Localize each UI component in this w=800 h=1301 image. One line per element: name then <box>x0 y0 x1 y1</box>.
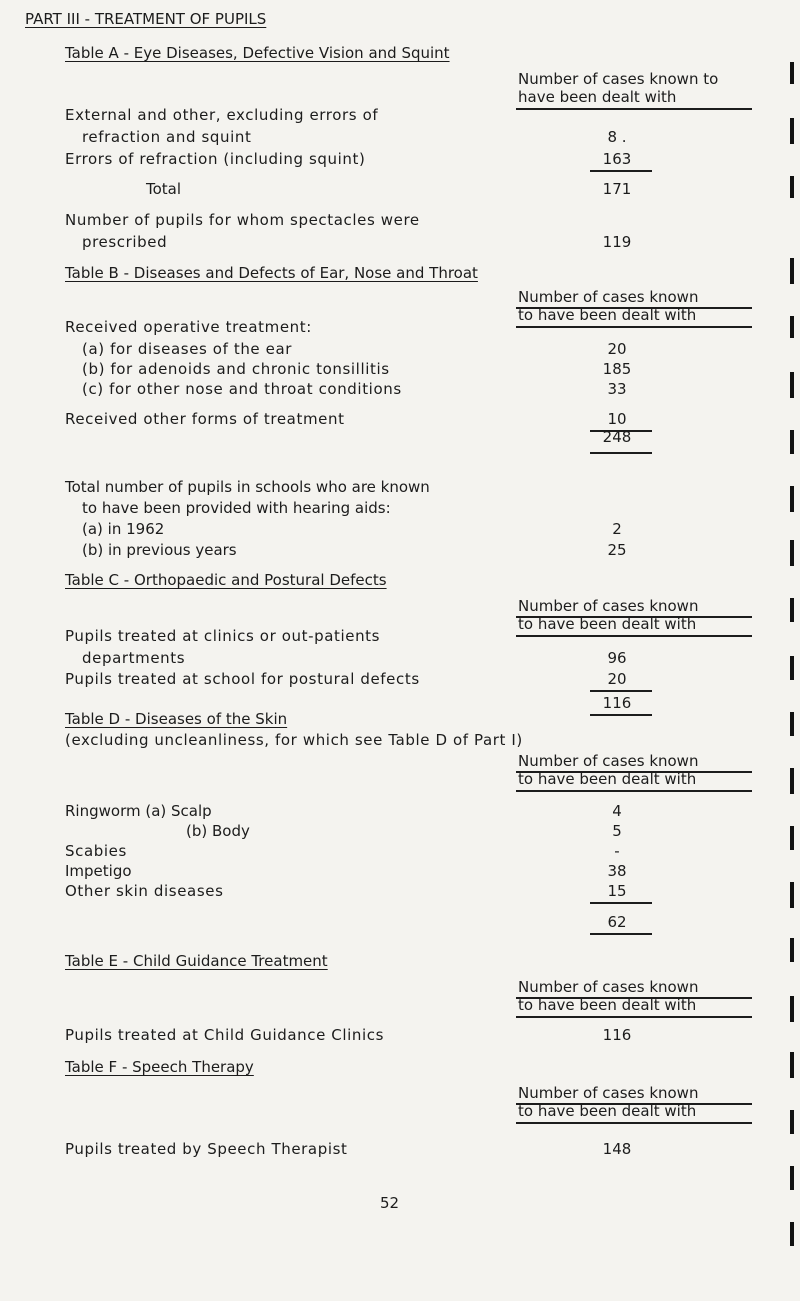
table-b-hearing-b-value: 25 <box>607 541 627 559</box>
binding-mark <box>790 540 794 566</box>
table-e-header-rule-2 <box>516 1016 752 1018</box>
table-a-spectacles-label2: prescribed <box>82 233 168 251</box>
table-b-row-b-label: (b) for adenoids and chronic tonsillitis <box>82 360 390 378</box>
table-b-col-header-2: to have been dealt with <box>518 306 697 324</box>
table-b-other-label: Received other forms of treatment <box>65 410 345 428</box>
table-c-total-value: 116 <box>602 694 632 712</box>
table-d-sum-rule <box>590 902 652 904</box>
table-b-row-b-value: 185 <box>602 360 632 378</box>
table-f-col-header-2: to have been dealt with <box>518 1102 697 1120</box>
table-a-sum-rule <box>590 170 652 172</box>
binding-mark <box>790 712 794 736</box>
binding-mark <box>790 430 794 454</box>
table-c-col-header-2: to have been dealt with <box>518 615 697 633</box>
table-b-hearing-a-value: 2 <box>612 520 622 538</box>
table-d-impetigo-label: Impetigo <box>65 862 132 880</box>
page-number: 52 <box>380 1194 400 1212</box>
table-a-row1-value: 8 . <box>607 128 627 146</box>
table-d-col-header-2: to have been dealt with <box>518 770 697 788</box>
table-a-col-header-1: Number of cases known to <box>518 70 719 88</box>
table-a-header-rule <box>516 108 752 110</box>
table-d-title: Table D - Diseases of the Skin <box>65 710 288 728</box>
binding-mark <box>790 882 794 908</box>
table-c-row1-value: 96 <box>607 649 627 667</box>
table-f-header-rule-2 <box>516 1122 752 1124</box>
table-c-title: Table C - Orthopaedic and Postural Defects <box>65 571 387 589</box>
table-c-row2-value: 20 <box>607 670 627 688</box>
table-a-total-value: 171 <box>602 180 632 198</box>
table-e-row-label: Pupils treated at Child Guidance Clinics <box>65 1026 385 1044</box>
table-c-sum-rule <box>590 690 652 692</box>
table-e-title: Table E - Child Guidance Treatment <box>65 952 328 970</box>
table-d-total-rule <box>590 933 652 935</box>
table-d-scabies-value: - <box>614 842 620 860</box>
table-a-total-label: Total <box>146 180 182 198</box>
table-b-hearing-label1: Total number of pupils in schools who are known <box>65 478 430 496</box>
table-c-header-rule-2 <box>516 635 752 637</box>
table-d-ringworm-value: 4 <box>612 802 622 820</box>
table-c-row1-label2: departments <box>82 649 186 667</box>
table-d-body-value: 5 <box>612 822 622 840</box>
binding-mark <box>790 486 794 512</box>
binding-mark <box>790 258 794 284</box>
table-b-hearing-a-label: (a) in 1962 <box>82 520 165 538</box>
table-d-scabies-label: Scabies <box>65 842 127 860</box>
table-a-spectacles-label1: Number of pupils for whom spectacles were <box>65 211 420 229</box>
table-a-row1-label2: refraction and squint <box>82 128 252 146</box>
binding-mark <box>790 1110 794 1134</box>
table-a-row1-label1: External and other, excluding errors of <box>65 106 379 124</box>
table-e-row-value: 116 <box>602 1026 632 1044</box>
binding-mark <box>790 62 794 84</box>
table-e-col-header-1: Number of cases known <box>518 978 699 996</box>
table-a-col-header-2: have been dealt with <box>518 88 677 106</box>
table-c-col-header-1: Number of cases known <box>518 597 699 615</box>
table-d-col-header-1: Number of cases known <box>518 752 699 770</box>
binding-mark <box>790 938 794 962</box>
table-c-total-rule <box>590 714 652 716</box>
table-f-title: Table F - Speech Therapy <box>65 1058 254 1076</box>
table-f-row-value: 148 <box>602 1140 632 1158</box>
table-b-total-rule <box>590 452 652 454</box>
table-d-other-label: Other skin diseases <box>65 882 224 900</box>
table-b-total-value: 248 <box>602 428 632 446</box>
binding-mark <box>790 598 794 622</box>
table-d-subtitle: (excluding uncleanliness, for which see Table D of Part I) <box>65 731 523 749</box>
table-b-header-rule-2 <box>516 326 752 328</box>
table-a-spectacles-value: 119 <box>602 233 632 251</box>
table-b-row-a-label: (a) for diseases of the ear <box>82 340 293 358</box>
binding-mark <box>790 1052 794 1078</box>
table-b-hearing-b-label: (b) in previous years <box>82 541 237 559</box>
table-f-row-label: Pupils treated by Speech Therapist <box>65 1140 348 1158</box>
table-c-row1-label1: Pupils treated at clinics or out-patients <box>65 627 381 645</box>
table-b-row-c-label: (c) for other nose and throat conditions <box>82 380 402 398</box>
part-title: PART III - TREATMENT OF PUPILS <box>25 10 267 28</box>
binding-mark <box>790 176 794 198</box>
table-a-row2-value: 163 <box>602 150 632 168</box>
table-d-body-label: (b) Body <box>186 822 250 840</box>
binding-mark <box>790 996 794 1022</box>
binding-mark <box>790 656 794 680</box>
table-b-hearing-label2: to have been provided with hearing aids: <box>82 499 391 517</box>
binding-mark <box>790 118 794 144</box>
table-e-col-header-2: to have been dealt with <box>518 996 697 1014</box>
binding-mark <box>790 316 794 338</box>
table-b-operative-label: Received operative treatment: <box>65 318 312 336</box>
binding-mark <box>790 768 794 794</box>
table-b-other-value: 10 <box>607 410 627 428</box>
binding-mark <box>790 826 794 850</box>
table-b-title: Table B - Diseases and Defects of Ear, Nose and Throat <box>65 264 478 282</box>
table-a-row2-label: Errors of refraction (including squint) <box>65 150 366 168</box>
table-b-row-c-value: 33 <box>607 380 627 398</box>
binding-mark <box>790 372 794 398</box>
table-d-ringworm-label: Ringworm (a) Scalp <box>65 802 212 820</box>
table-d-other-value: 15 <box>607 882 627 900</box>
table-d-header-rule-2 <box>516 790 752 792</box>
table-c-row2-label: Pupils treated at school for postural defects <box>65 670 420 688</box>
table-d-impetigo-value: 38 <box>607 862 627 880</box>
table-b-col-header-1: Number of cases known <box>518 288 699 306</box>
binding-mark <box>790 1166 794 1190</box>
table-a-title: Table A - Eye Diseases, Defective Vision and Squint <box>65 44 450 62</box>
table-b-row-a-value: 20 <box>607 340 627 358</box>
binding-mark <box>790 1222 794 1246</box>
table-f-col-header-1: Number of cases known <box>518 1084 699 1102</box>
table-d-total-value: 62 <box>607 913 627 931</box>
